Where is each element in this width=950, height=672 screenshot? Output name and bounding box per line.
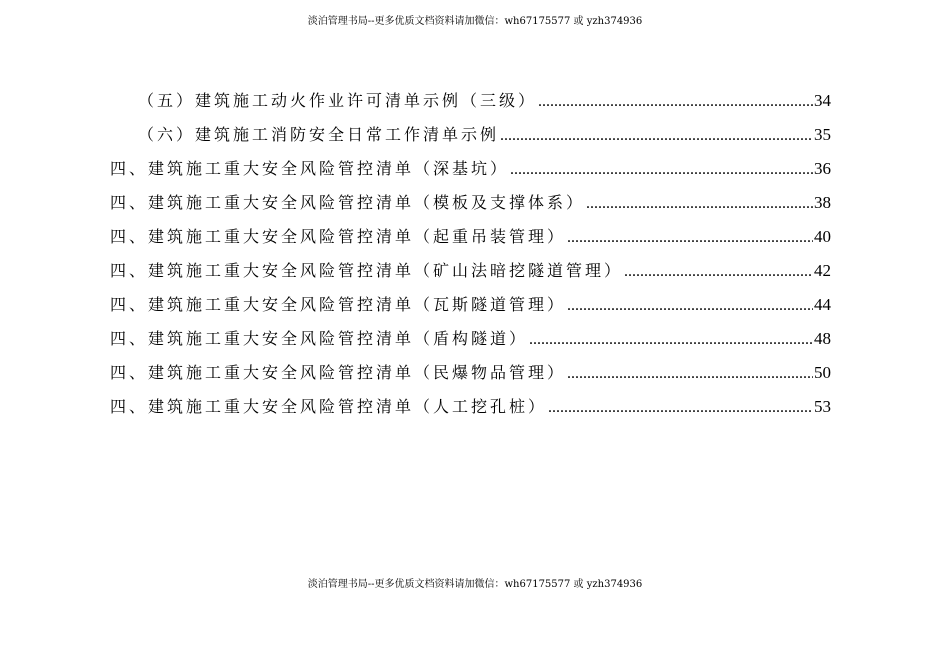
toc-dot-leader (567, 225, 813, 251)
toc-page-number: 44 (814, 295, 831, 314)
page-header: 淡泊管理书局--更多优质文档资料请加微信：wh67175577 或 yzh374936 (307, 16, 643, 27)
toc-page-number: 53 (814, 397, 831, 416)
toc-entry[interactable] (110, 292, 831, 318)
toc-dot-leader (586, 191, 813, 217)
toc-entry[interactable] (138, 122, 831, 148)
toc-entry[interactable] (110, 258, 831, 284)
toc-entry-title: 四、建筑施工重大安全风险管控清单（起重吊装管理） (110, 227, 567, 246)
page-footer: 淡泊管理书局--更多优质文档资料请加微信：wh67175577 或 yzh374936 (307, 579, 643, 590)
toc-dot-leader (510, 157, 813, 183)
toc-page-number: 36 (814, 159, 831, 178)
toc-dot-leader (548, 395, 813, 421)
toc-entry[interactable] (110, 190, 831, 216)
toc-entry[interactable] (110, 326, 831, 352)
toc-entry-title: 四、建筑施工重大安全风险管控清单（人工挖孔桩） (110, 397, 548, 416)
toc-entry[interactable] (110, 394, 831, 420)
toc-dot-leader (529, 327, 813, 353)
toc-page-number: 40 (814, 227, 831, 246)
toc-page-number: 48 (814, 329, 831, 348)
toc-entry-title: 四、建筑施工重大安全风险管控清单（矿山法暗挖隧道管理） (110, 261, 624, 280)
toc-entry-title: （六）建筑施工消防安全日常工作清单示例 (138, 125, 500, 144)
toc-page-number: 35 (814, 125, 831, 144)
toc-entry[interactable] (110, 224, 831, 250)
toc-entry-title: 四、建筑施工重大安全风险管控清单（模板及支撑体系） (110, 193, 586, 212)
toc-dot-leader (567, 361, 813, 387)
toc-dot-leader (567, 293, 813, 319)
toc-entry[interactable] (110, 156, 831, 182)
toc-entry-title: 四、建筑施工重大安全风险管控清单（瓦斯隧道管理） (110, 295, 567, 314)
toc-entry-title: 四、建筑施工重大安全风险管控清单（深基坑） (110, 159, 510, 178)
toc-page-number: 34 (814, 91, 831, 110)
toc-page-number: 50 (814, 363, 831, 382)
toc-page-number: 42 (814, 261, 831, 280)
toc-entry[interactable] (138, 88, 831, 114)
toc-entry-title: （五）建筑施工动火作业许可清单示例（三级） (138, 91, 538, 110)
toc-dot-leader (538, 89, 813, 115)
toc-dot-leader (624, 259, 813, 285)
toc-entry-title: 四、建筑施工重大安全风险管控清单（民爆物品管理） (110, 363, 567, 382)
toc-dot-leader (500, 123, 813, 149)
toc-page-number: 38 (814, 193, 831, 212)
toc-entry-title: 四、建筑施工重大安全风险管控清单（盾构隧道） (110, 329, 529, 348)
toc-entry[interactable] (110, 360, 831, 386)
